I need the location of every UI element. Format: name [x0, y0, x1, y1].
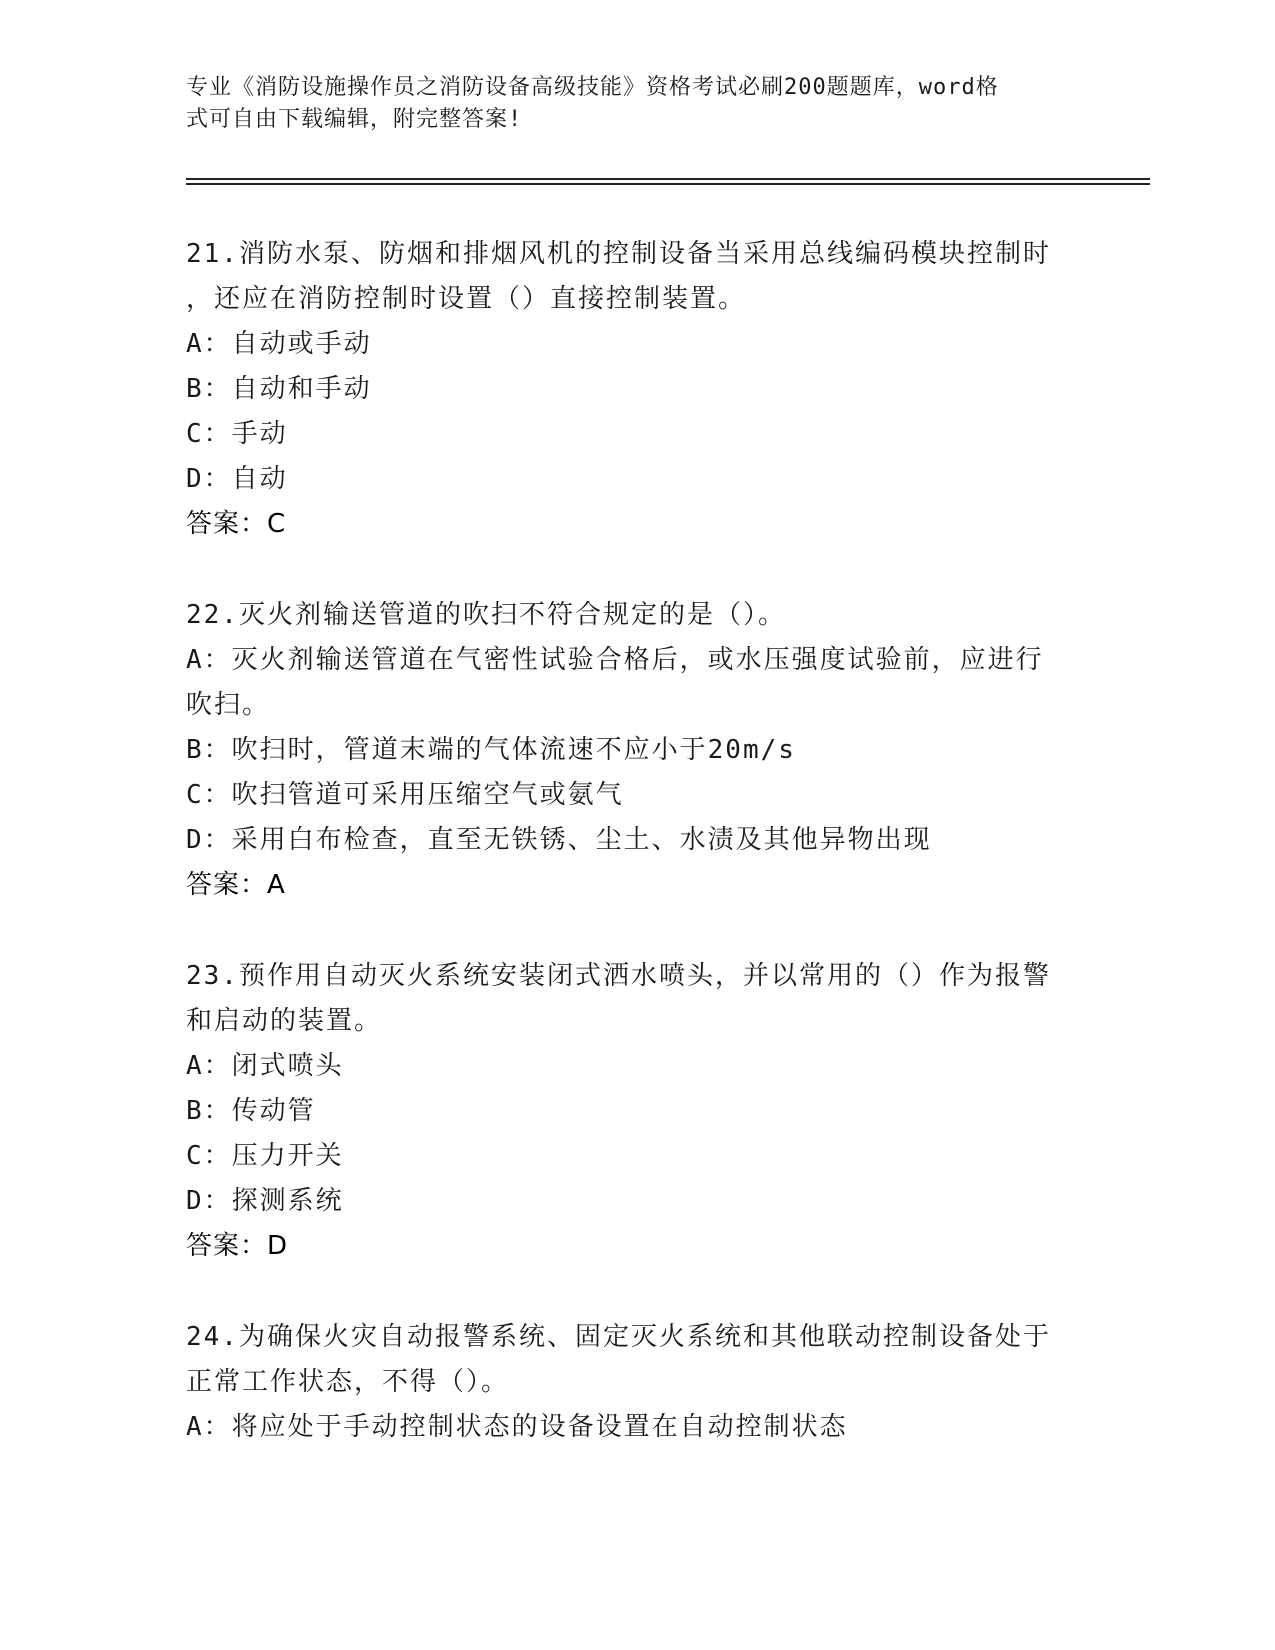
header-line-1: 专业《消防设施操作员之消防设备高级技能》资格考试必刷200题题库，word格 — [186, 75, 999, 100]
question-stem: 23.预作用自动灭火系统安装闭式洒水喷头，并以常用的（）作为报警 — [186, 961, 1051, 991]
header-divider-bottom — [186, 183, 1150, 185]
option-a: A：将应处于手动控制状态的设备设置在自动控制状态 — [186, 1412, 848, 1442]
question-stem: 正常工作状态，不得（）。 — [186, 1367, 510, 1397]
option-b: B：传动管 — [186, 1096, 316, 1126]
question-stem: ，还应在消防控制时设置（）直接控制装置。 — [186, 284, 747, 314]
option-d: D：探测系统 — [186, 1186, 344, 1216]
option-c: C：压力开关 — [186, 1141, 344, 1171]
option-d: D：采用白布检查，直至无铁锈、尘土、水渍及其他异物出现 — [186, 825, 932, 855]
question-22 — [186, 593, 1066, 908]
option-c: C：手动 — [186, 419, 288, 449]
question-stem: 22.灭火剂输送管道的吹扫不符合规定的是（）。 — [186, 600, 786, 630]
option-b: B：自动和手动 — [186, 374, 372, 404]
option-a: A：灭火剂输送管道在气密性试验合格后，或水压强度试验前，应进行 — [186, 645, 1044, 675]
answer: 答案：A — [186, 870, 286, 900]
header-divider-top — [186, 178, 1150, 180]
question-stem: 和启动的装置。 — [186, 1006, 383, 1036]
question-21 — [186, 232, 1066, 547]
question-23 — [186, 954, 1066, 1269]
option-d: D：自动 — [186, 464, 288, 494]
option-a-continued: 吹扫。 — [186, 690, 271, 720]
option-a: A：自动或手动 — [186, 329, 372, 359]
option-b: B：吹扫时，管道末端的气体流速不应小于20m/s — [186, 735, 796, 765]
answer: 答案：C — [186, 509, 287, 539]
answer: 答案：D — [186, 1231, 289, 1261]
option-a: A：闭式喷头 — [186, 1051, 344, 1081]
option-c: C：吹扫管道可采用压缩空气或氨气 — [186, 780, 624, 810]
document-header — [186, 72, 1066, 136]
question-24 — [186, 1315, 1066, 1450]
question-list — [186, 232, 1066, 1496]
header-line-2: 式可自由下载编辑，附完整答案! — [186, 107, 523, 132]
question-stem: 21.消防水泵、防烟和排烟风机的控制设备当采用总线编码模块控制时 — [186, 239, 1051, 269]
question-stem: 24.为确保火灾自动报警系统、固定灭火系统和其他联动控制设备处于 — [186, 1322, 1051, 1352]
